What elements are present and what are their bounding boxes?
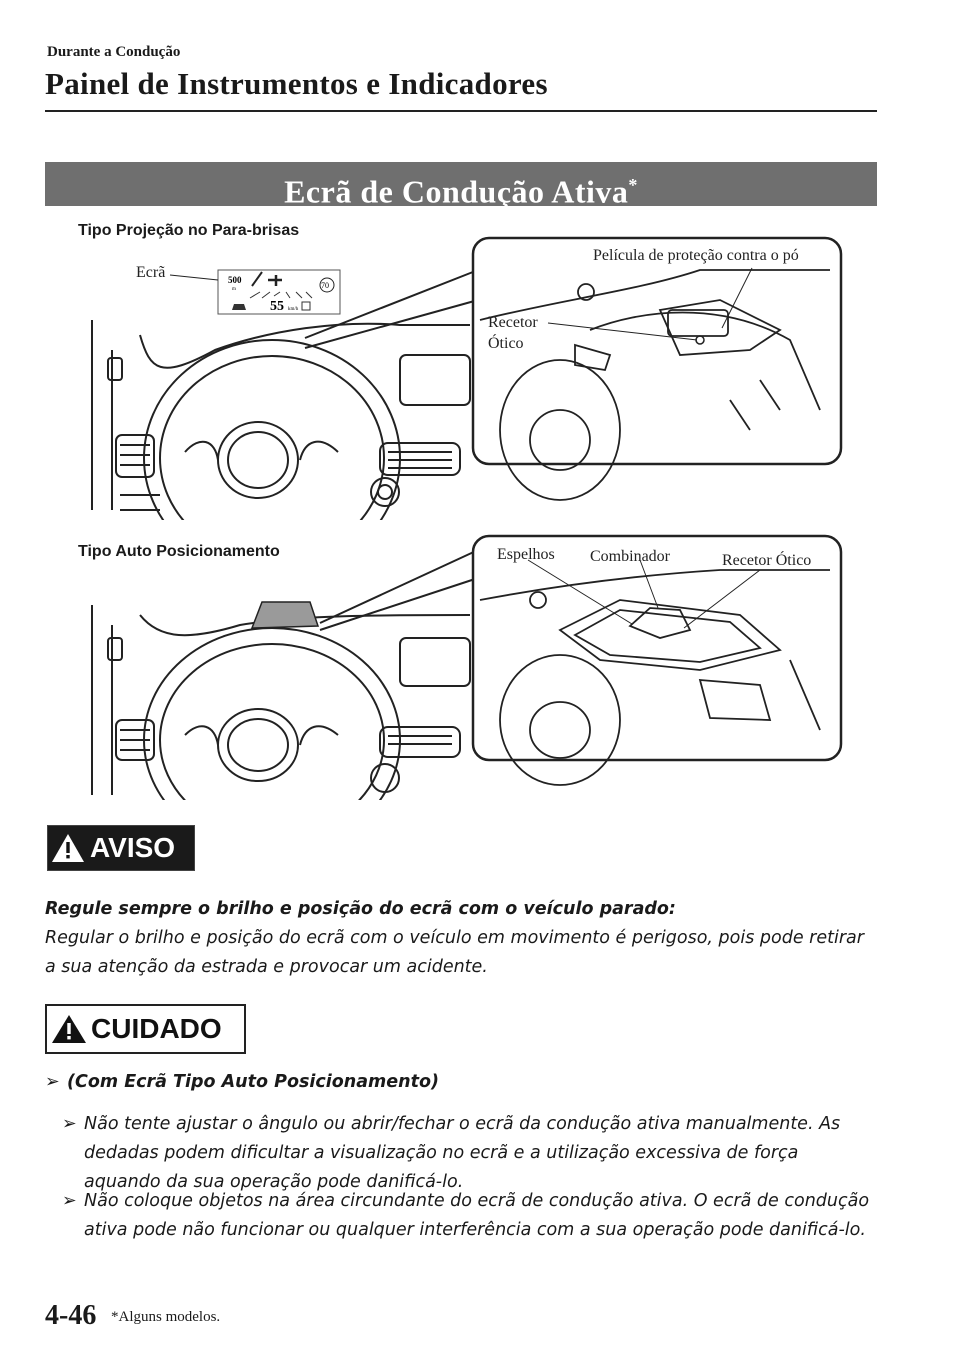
figure2-illustration xyxy=(0,530,960,800)
figure2-subtitle: Tipo Auto Posicionamento xyxy=(78,543,280,560)
page-number: 4-46 xyxy=(45,1300,97,1331)
label-receiver-line1: Recetor xyxy=(488,314,538,331)
label-optical-receiver-2: Recetor Ótico xyxy=(722,552,812,569)
label-combiner: Combinador xyxy=(590,548,670,565)
figure2-inset xyxy=(473,536,841,785)
arrow-bullet-icon: ➢ xyxy=(62,1191,77,1211)
figure1-inset xyxy=(473,238,841,500)
label-display: Ecrã xyxy=(136,264,166,281)
hud-speed: 55 xyxy=(270,299,284,314)
caution-item-text: Não tente ajustar o ângulo ou abrir/fechar o ecrã da condução ativa manualmente. As dedadas podem dificultar a visualização no ecrã e a utilização excessiva de força aquando da sua operação pode danificá-lo. xyxy=(84,1114,841,1192)
hud-distance-unit: m xyxy=(232,287,236,292)
caution-item-1 xyxy=(62,1110,872,1197)
warning-triangle-icon xyxy=(48,830,88,866)
label-dust-film: Película de proteção contra o pó xyxy=(593,247,799,264)
banner-asterisk: * xyxy=(628,175,638,195)
caution-badge xyxy=(45,1004,246,1054)
hud-distance: 500 xyxy=(228,275,242,285)
warning-body: Regular o brilho e posição do ecrã com o veículo em movimento é perigoso, pois pode retirar a sua atenção da estrada e provocar um acidente. xyxy=(45,928,864,977)
label-optical-receiver xyxy=(488,312,538,354)
warning-heading: Regule sempre o brilho e posição do ecrã com o veículo parado: xyxy=(45,899,676,919)
caution-badge-label: CUIDADO xyxy=(91,1013,222,1044)
section-banner xyxy=(45,162,877,210)
header-divider xyxy=(45,110,877,112)
hud-display xyxy=(170,270,340,314)
page-title: Painel de Instrumentos e Indicadores xyxy=(45,66,548,101)
caution-triangle-icon xyxy=(47,1011,91,1047)
section-label: Durante a Condução xyxy=(47,44,181,60)
figure1-subtitle: Tipo Projeção no Para-brisas xyxy=(78,222,300,239)
warning-badge-label: AVISO xyxy=(90,832,176,863)
arrow-bullet-icon: ➢ xyxy=(45,1072,60,1092)
hud-limit: 70 xyxy=(321,281,329,290)
banner-title: Ecrã de Condução Ativa xyxy=(284,173,629,210)
caution-item-2 xyxy=(62,1187,872,1245)
hud-speed-unit: km/h xyxy=(288,307,299,312)
label-receiver-line2: Ótico xyxy=(488,335,524,352)
caution-heading-text: (Com Ecrã Tipo Auto Posicionamento) xyxy=(67,1072,439,1092)
caution-item-text: Não coloque objetos na área circundante do ecrã de condução ativa. O ecrã de condução ativa pode não funcionar ou qualquer interferência com a sua operação pode danificá-lo. xyxy=(84,1191,870,1240)
warning-badge xyxy=(47,825,195,871)
arrow-bullet-icon: ➢ xyxy=(62,1114,77,1134)
footnote: *Alguns modelos. xyxy=(111,1309,221,1325)
label-mirrors: Espelhos xyxy=(497,546,555,563)
caution-heading xyxy=(45,1068,895,1097)
